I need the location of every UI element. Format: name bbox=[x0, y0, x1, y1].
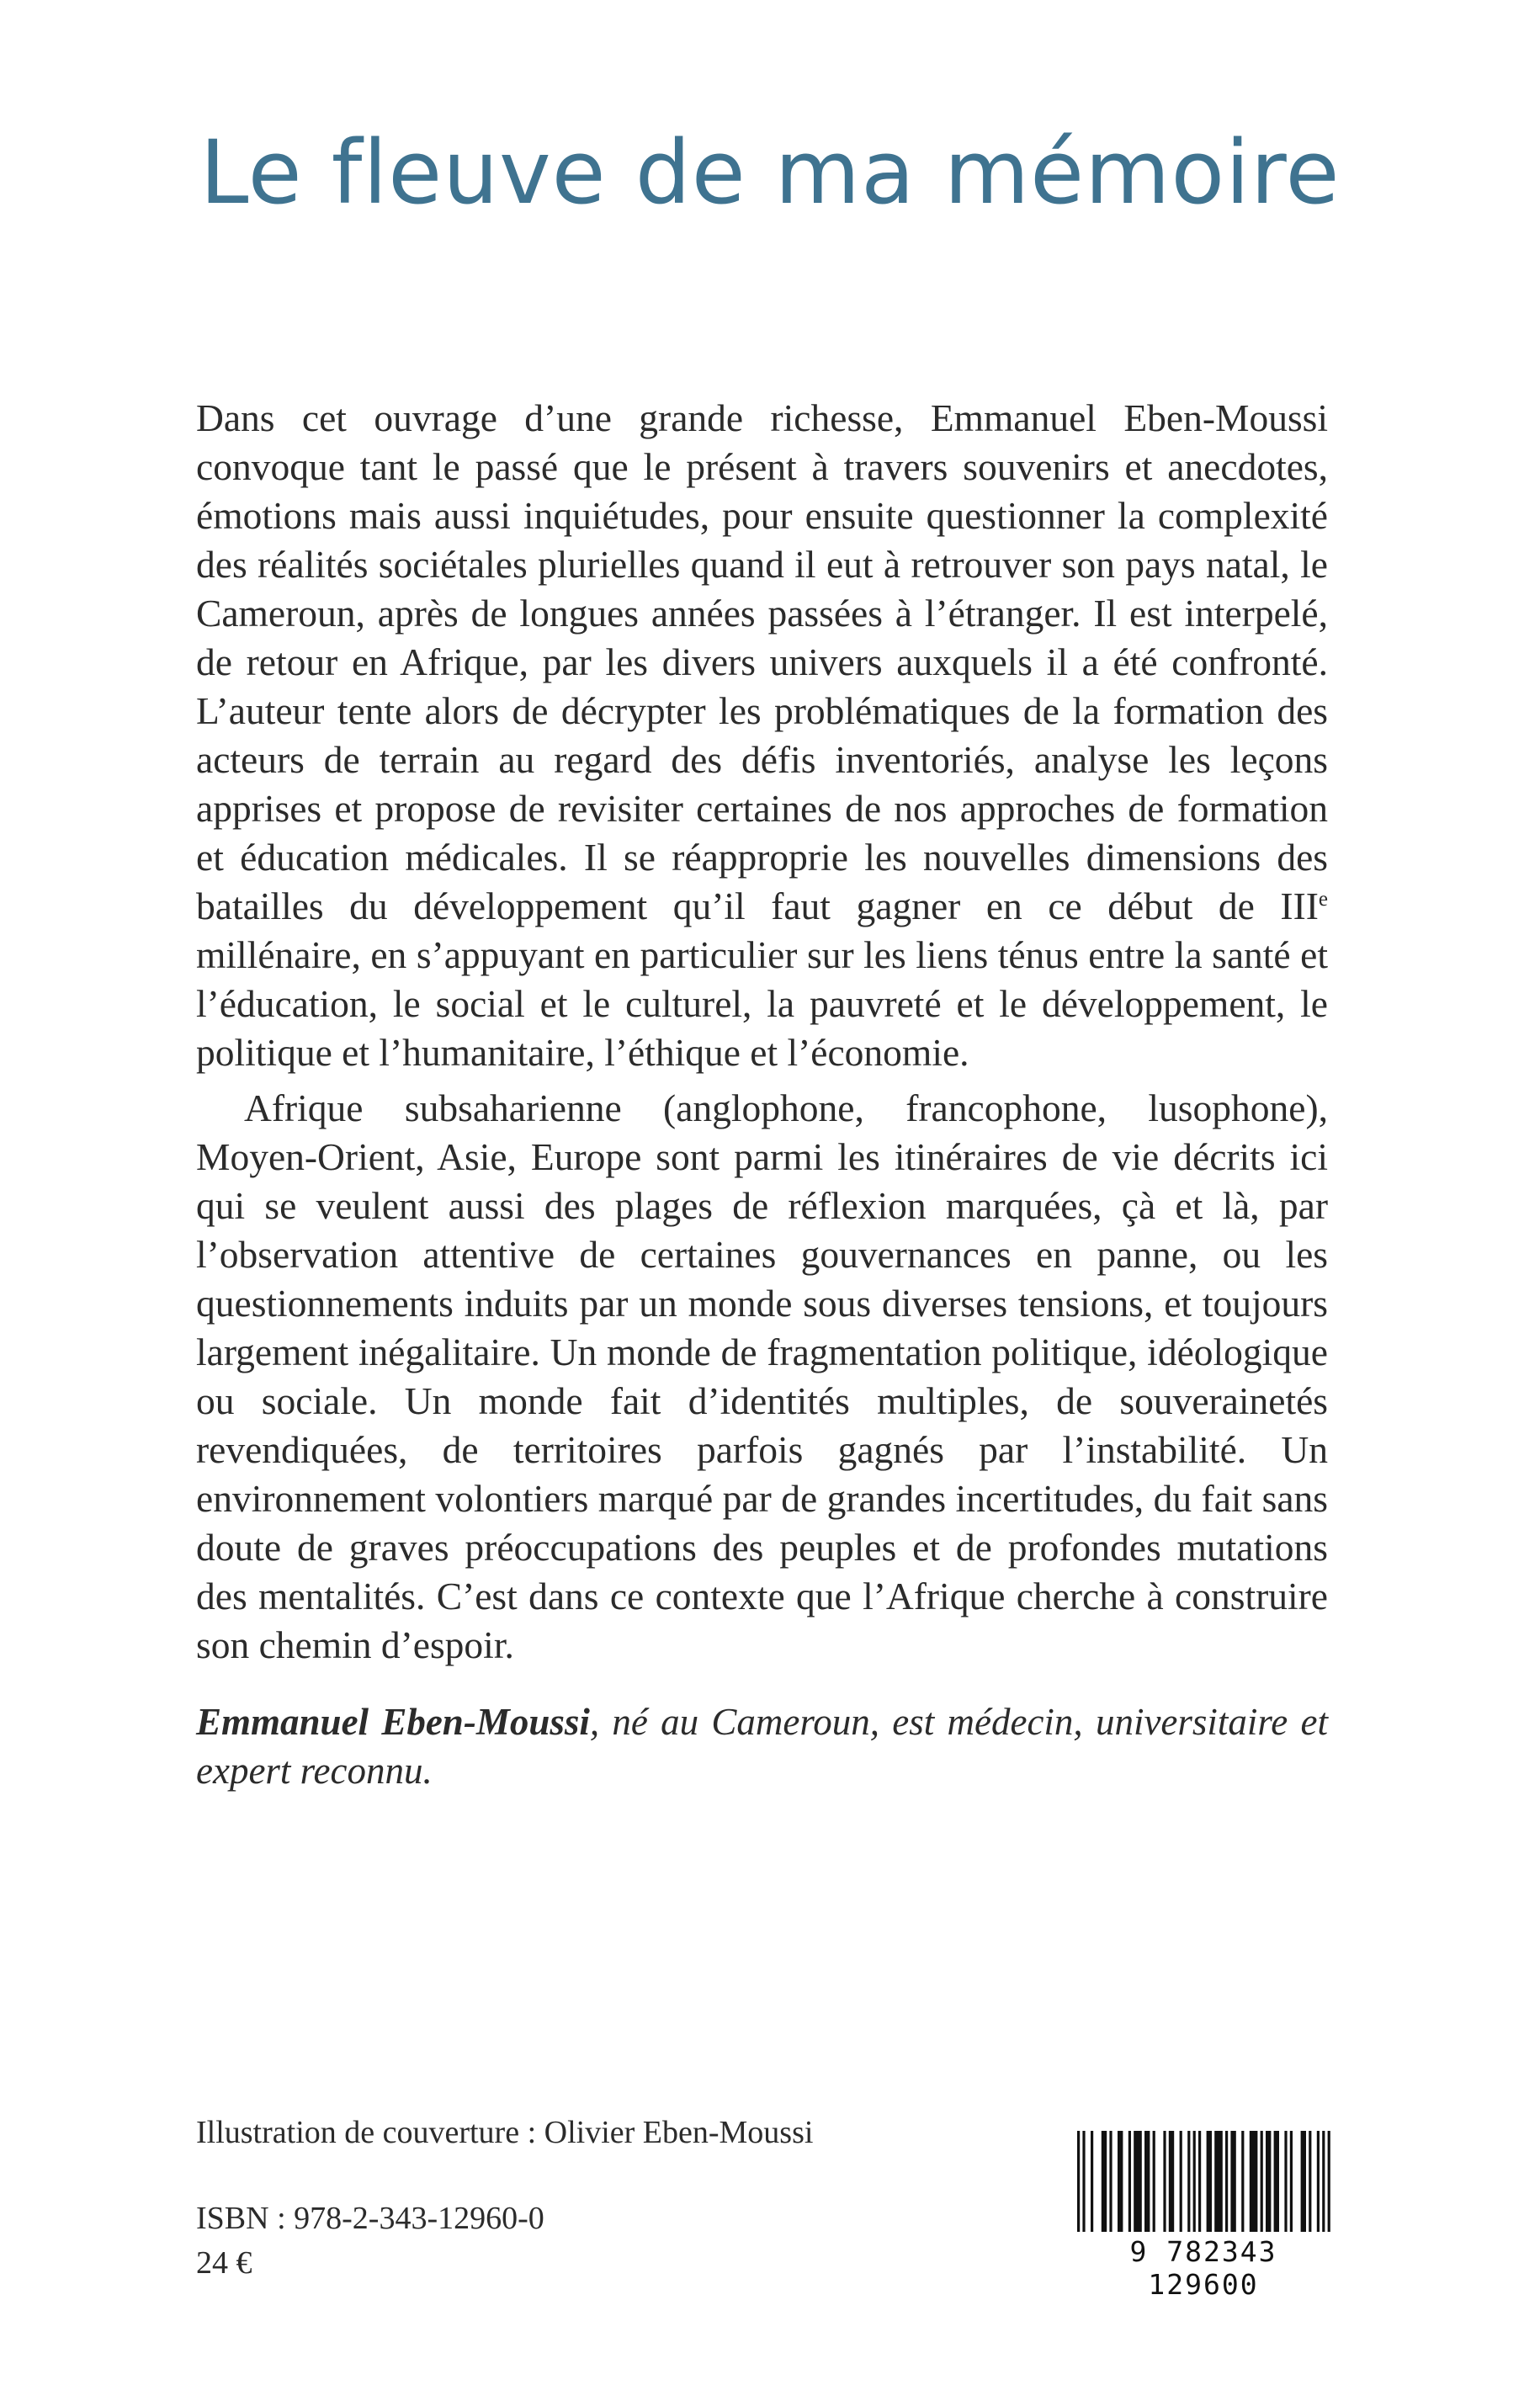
author-name: Emmanuel Eben-Moussi bbox=[196, 1701, 590, 1743]
barcode-bar bbox=[1091, 2131, 1093, 2232]
book-title: Le fleuve de ma mémoire bbox=[199, 121, 1341, 224]
author-bio bbox=[196, 1697, 1328, 1795]
barcode-bar bbox=[1180, 2131, 1182, 2232]
isbn: ISBN : 978-2-343-12960-0 bbox=[196, 2201, 544, 2236]
barcode-bar bbox=[1163, 2131, 1166, 2232]
barcode-bar bbox=[1118, 2131, 1123, 2232]
blurb-p1-text-end: millénaire, en s’appuyant en particulier sur les liens ténus entre la santé et l’éducation, le social et le culturel, la pauvreté et le développement, le politique et l’humanitaire, l’éthique et l’économie. bbox=[196, 933, 1328, 1074]
barcode-bar bbox=[1230, 2131, 1235, 2232]
barcode-bar bbox=[1144, 2131, 1150, 2232]
superscript-e: e bbox=[1318, 887, 1328, 911]
barcode-bar bbox=[1102, 2131, 1107, 2232]
barcode-bar bbox=[1322, 2131, 1325, 2232]
barcode bbox=[1069, 2126, 1338, 2301]
blurb-paragraph-2: Afrique subsaharienne (anglophone, francophone, lusophone), Moyen-Orient, Asie, Europe sont parmi les itinéraires de vie décrits ici qui se veulent aussi des plages de réflexion marquées, çà et là, par l’observation attentive de certaines gouvernances en panne, ou les questionnements induits par un monde sous diverses tensions, et toujours largement inégalitaire. Un monde de fragmentation politique, idéologique ou sociale. Un monde fait d’identités multiples, de souverainetés revendiquées, de territoires parfois gagnés par l’instabilité. Un environnement volontiers marqué par de grandes incertitudes, du fait sans doute de graves préoccupations des peuples et de profondes mutations des mentalités. C’est dans ce contexte que l’Afrique cherche à construire son chemin d’espoir. bbox=[196, 1086, 1328, 1666]
barcode-bar bbox=[1250, 2131, 1258, 2232]
barcode-bar bbox=[1328, 2131, 1330, 2232]
blurb-paragraph-1 bbox=[196, 394, 1328, 1077]
barcode-bar bbox=[1274, 2131, 1279, 2232]
barcode-bar bbox=[1128, 2131, 1131, 2232]
barcode-bar bbox=[1284, 2131, 1287, 2232]
barcode-bar bbox=[1241, 2131, 1244, 2232]
barcode-bar bbox=[1077, 2131, 1080, 2232]
price: 24 € bbox=[196, 2245, 252, 2281]
barcode-bar bbox=[1187, 2131, 1190, 2232]
illustration-credit: Illustration de couverture : Olivier Eben-Moussi bbox=[196, 2115, 814, 2150]
barcode-bar bbox=[1214, 2131, 1223, 2232]
author-bio-text: , né au Cameroun, est médecin, universitaire et expert reconnu. bbox=[196, 1701, 1328, 1792]
barcode-bar bbox=[1193, 2131, 1196, 2232]
barcode-bar bbox=[1301, 2131, 1306, 2232]
barcode-bar bbox=[1082, 2131, 1085, 2232]
back-cover-blurb bbox=[196, 394, 1328, 1670]
barcode-digits: 9 782343 129600 bbox=[1129, 2235, 1277, 2301]
barcode-bar bbox=[1198, 2131, 1201, 2232]
blurb-p1-text: Dans cet ouvrage d’une grande richesse, Emmanuel Eben-Moussi convoque tant le passé que le présent à travers souvenirs et anecdotes, émotions mais aussi inquiétudes, pour ensuite questionner la complexité des réalités sociétales plurielles quand il eut à retrouver son pays natal, le Cameroun, après de longues années passées à l’étranger. Il est interpelé, de retour en Afrique, par les divers univers auxquels il a été confronté. L’auteur tente alors de décrypter les problématiques de la formation des acteurs de terrain au regard des défis inventoriés, analyse les leçons apprises et propose de revisiter certaines de nos approches de formation et éducation médicales. Il se réapproprie les nouvelles dimensions des batailles du développement qu’il faut gagner en ce début de III bbox=[196, 396, 1328, 927]
barcode-bar bbox=[1261, 2131, 1263, 2232]
barcode-bar bbox=[1290, 2131, 1293, 2232]
barcode-bar bbox=[1225, 2131, 1228, 2232]
barcode-bar bbox=[1153, 2131, 1155, 2232]
barcode-bar bbox=[1309, 2131, 1311, 2232]
barcode-bar bbox=[1317, 2131, 1320, 2232]
barcode-bar bbox=[1169, 2131, 1174, 2232]
barcode-bar bbox=[1134, 2131, 1142, 2232]
barcode-bar bbox=[1266, 2131, 1271, 2232]
barcode-bar bbox=[1207, 2131, 1212, 2232]
barcode-bar bbox=[1109, 2131, 1112, 2232]
barcode-bars bbox=[1069, 2126, 1338, 2235]
